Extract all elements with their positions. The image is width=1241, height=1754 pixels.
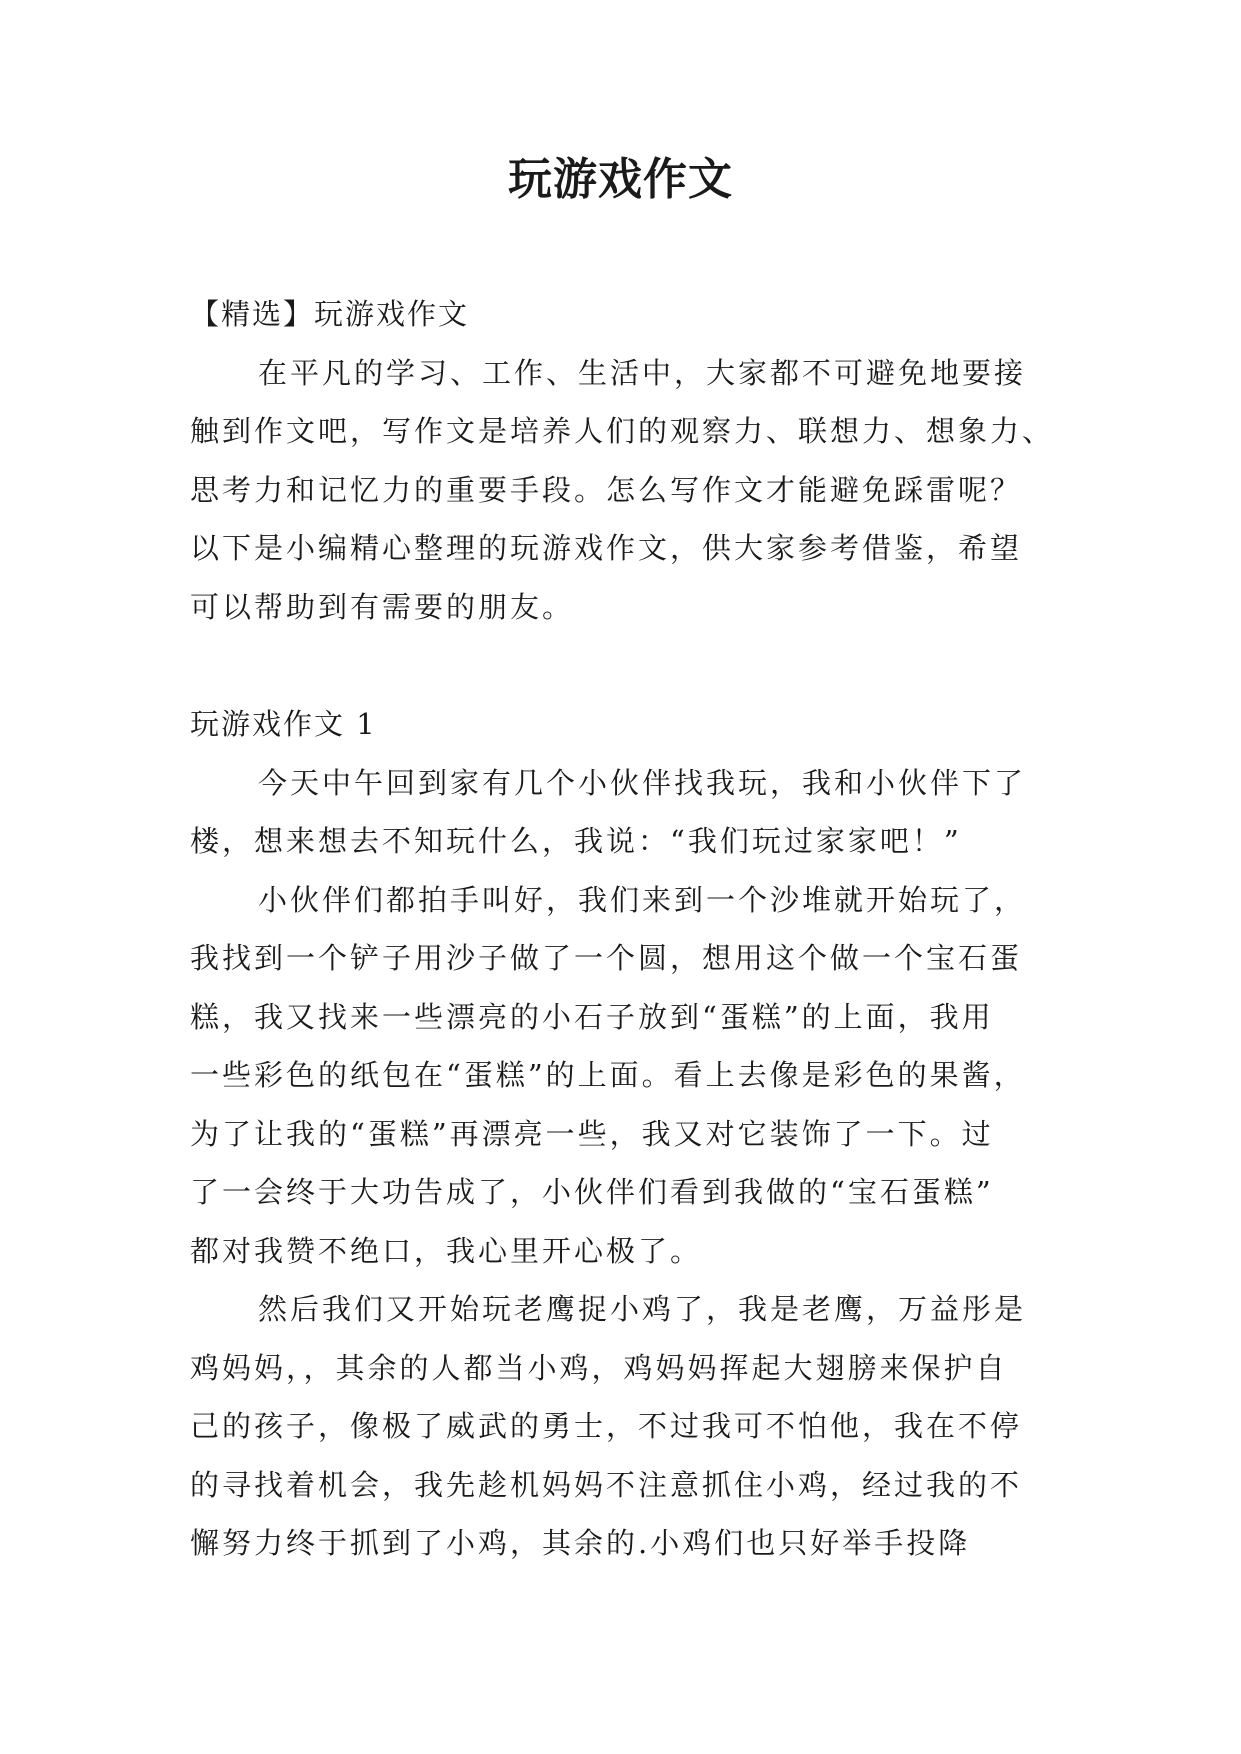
intro-line: 以下是小编精心整理的玩游戏作文，供大家参考借鉴，希望 [190,531,1023,565]
paragraph-line: 楼，想来想去不知玩什么，我说：“我们玩过家家吧！” [190,824,962,858]
intro-line: 触到作文吧，写作文是培养人们的观察力、联想力、想象力、 [190,414,1055,448]
paragraph-line: 为了让我的“蛋糕”再漂亮一些，我又对它装饰了一下。过 [190,1116,994,1151]
intro-heading: 【精选】玩游戏作文 [190,297,470,331]
paragraph-line: 懈努力终于抓到了小鸡，其余的.小鸡们也只好举手投降 [190,1526,971,1560]
document-title: 玩游戏作文 [508,154,733,205]
paragraph-line: 我找到一个铲子用沙子做了一个圆，想用这个做一个宝石蛋 [190,941,1023,975]
paragraph-line: 小伙伴们都拍手叫好，我们来到一个沙堆就开始玩了， [258,882,1027,917]
paragraph-line: 今天中午回到家有几个小伙伴找我玩，我和小伙伴下了 [258,765,1027,800]
paragraph-line: 的寻找着机会，我先趁机妈妈不注意抓住小鸡，经过我的不 [190,1467,1023,1502]
paragraph-line: 鸡妈妈，，其余的人都当小鸡，鸡妈妈挥起大翅膀来保护自 [190,1350,1008,1385]
paragraph [190,754,1052,871]
intro-block [190,285,1055,636]
intro-line: 思考力和记忆力的重要手段。怎么写作文才能避免踩雷呢？ [190,472,1023,507]
section-heading: 玩游戏作文 1 [190,707,377,741]
intro-line: 可以帮助到有需要的朋友。 [190,589,575,624]
paragraph-line: 都对我赞不绝口，我心里开心极了。 [190,1233,703,1268]
paragraph-line: 一些彩色的纸包在“蛋糕”的上面。看上去像是彩色的果酱， [190,1058,1026,1092]
paragraph [190,871,1052,1281]
section-block [190,695,1052,1573]
paragraph-line: 然后我们又开始玩老鹰捉小鸡了，我是老鹰，万益彤是 [258,1292,1027,1326]
paragraph [190,1280,1052,1573]
paragraph-line: 己的孩子，像极了威武的勇士，不过我可不怕他，我在不停 [190,1409,1023,1443]
paragraph-line: 糕，我又找来一些漂亮的小石子放到“蛋糕”的上面，我用 [190,999,994,1034]
intro-line: 在平凡的学习、工作、生活中，大家都不可避免地要接 [258,355,1027,390]
paragraph-line: 了一会终于大功告成了，小伙伴们看到我做的“宝石蛋糕” [190,1175,994,1209]
